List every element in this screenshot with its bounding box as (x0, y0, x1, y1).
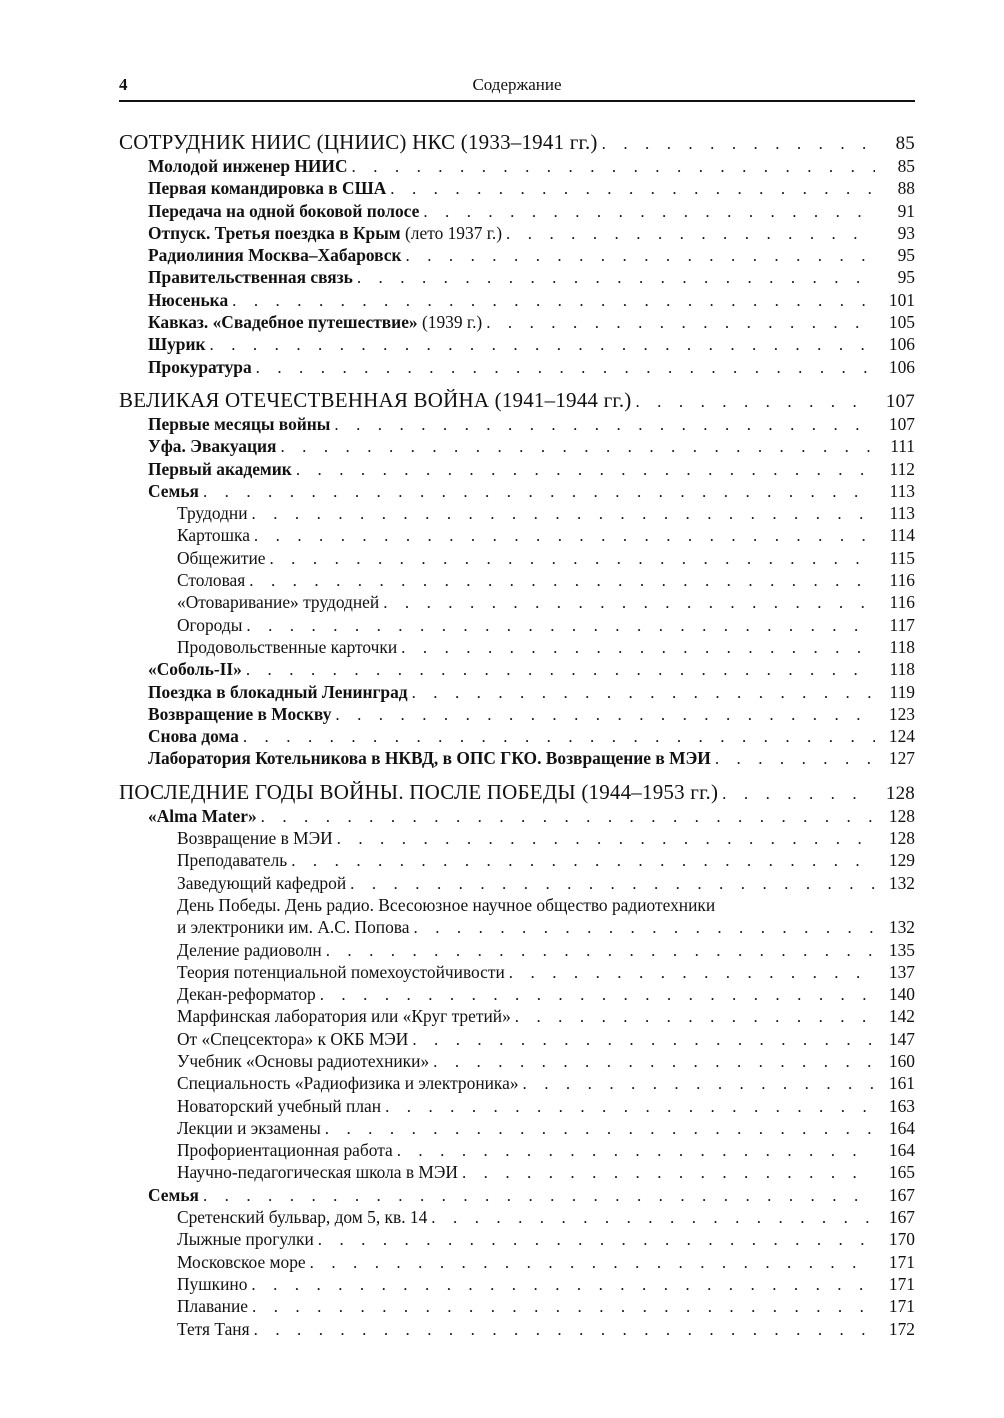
entry-title (148, 747, 711, 769)
toc-entry (119, 747, 915, 769)
toc-subentry (119, 524, 915, 546)
subentry-title: «Отоваривание» трудодней (177, 592, 380, 613)
dot-leader (269, 548, 875, 570)
entry-title-bold: Возвращение в Москву (148, 703, 332, 724)
entry-page-number: 111 (890, 436, 915, 457)
toc-entry (119, 222, 915, 244)
entry-title-bold: Шурик (148, 334, 206, 355)
dot-leader (256, 357, 875, 379)
section-page-number: 107 (885, 390, 915, 412)
entry-page-number: 128 (888, 805, 915, 826)
dot-leader (246, 615, 875, 637)
entry-title-note: (лето 1937 г.) (400, 222, 503, 243)
dot-leader (523, 1073, 875, 1095)
subentry-title: Трудодни (177, 503, 248, 524)
entry-page-number: 85 (897, 156, 915, 176)
entry-page-number: 95 (897, 245, 915, 266)
toc-entry (119, 289, 915, 311)
toc-subentry (119, 1206, 915, 1228)
dot-leader (515, 1006, 875, 1028)
subentry-title: Столовая (177, 570, 246, 591)
dot-leader (352, 156, 876, 178)
toc-subentry (119, 983, 915, 1005)
subentry-page-number: 129 (888, 850, 915, 871)
dot-leader (203, 1185, 875, 1207)
dot-leader (254, 1319, 875, 1341)
entry-page-number: 105 (888, 312, 915, 333)
dot-leader (249, 570, 875, 592)
subentry-title: Картошка (177, 525, 250, 546)
entry-title-bold: Нюсенька (148, 289, 229, 310)
subentry-page-number: 114 (889, 525, 915, 546)
dot-leader (433, 1051, 875, 1073)
subentry-page-number: 116 (889, 570, 915, 591)
entry-title (148, 155, 348, 177)
entry-title (148, 333, 206, 355)
dot-leader (390, 178, 875, 200)
subentry-page-number: 147 (888, 1028, 915, 1049)
dot-leader (722, 781, 875, 806)
entry-title (148, 480, 199, 502)
toc-subentry (119, 569, 915, 591)
toc-entry (119, 703, 915, 725)
entry-title-bold: Снова дома (148, 726, 239, 747)
entry-page-number: 88 (897, 178, 915, 199)
entry-page-number: 107 (888, 413, 915, 434)
entry-title (148, 244, 402, 266)
entry-title-bold: Уфа. Эвакуация (148, 436, 277, 457)
subentry-page-number: 135 (888, 939, 915, 960)
subentry-page-number: 170 (888, 1229, 915, 1250)
subentry-page-number: 113 (889, 503, 915, 524)
toc-entry (119, 356, 915, 378)
toc-subentry (119, 1095, 915, 1117)
toc-subentry (119, 1139, 915, 1161)
subentry-page-number: 161 (888, 1073, 915, 1094)
toc-subentry (119, 1228, 915, 1250)
dot-leader (252, 1296, 875, 1318)
subentry-title: Декан-реформатор (177, 984, 316, 1005)
dot-leader (251, 1274, 875, 1296)
dot-leader (243, 726, 875, 748)
entry-title (148, 356, 252, 378)
toc-subentry (119, 1050, 915, 1072)
subentry-title: Сретенский бульвар, дом 5, кв. 14 (177, 1207, 428, 1228)
subentry-title: От «Спецсектора» к ОКБ МЭИ (177, 1028, 409, 1049)
entry-title-bold: Первый академик (148, 458, 292, 479)
toc-entry (119, 177, 915, 199)
entry-title (148, 413, 330, 435)
dot-leader (203, 481, 875, 503)
toc-subentry (119, 1005, 915, 1027)
subentry-title: Новаторский учебный план (177, 1095, 382, 1116)
subentry-title: Научно-педагогическая школа в МЭИ (177, 1162, 458, 1183)
page-number: 4 (119, 75, 128, 94)
dot-leader (431, 1207, 875, 1229)
entry-title-bold: Лаборатория Котельникова в НКВД, в ОПС ГКО. Возвращение в МЭИ (148, 748, 711, 769)
dot-leader (296, 459, 875, 481)
entry-title (148, 435, 276, 457)
dot-leader (486, 312, 875, 334)
dot-leader (210, 334, 875, 356)
dot-leader (232, 290, 875, 312)
entry-page-number: 91 (897, 200, 915, 221)
dot-leader (602, 131, 875, 156)
toc-entry (119, 658, 915, 680)
dot-leader (337, 828, 875, 850)
subentry-title: Московское море (177, 1251, 306, 1272)
subentry-page-number: 140 (888, 984, 915, 1005)
toc-subentry (119, 1072, 915, 1094)
subentry-page-number: 172 (888, 1318, 915, 1339)
subentry-page-number: 164 (888, 1140, 915, 1161)
subentry-page-number: 115 (889, 547, 915, 568)
entry-page-number: 118 (889, 659, 915, 680)
toc-section-heading (119, 388, 915, 413)
dot-leader (357, 267, 875, 289)
toc-subentry (119, 1295, 915, 1317)
entry-title-bold: Молодой инженер НИИС (148, 156, 348, 176)
toc-entry (119, 311, 915, 333)
toc-entry (119, 333, 915, 355)
subentry-title: Огороды (177, 614, 243, 635)
dot-leader (310, 1252, 875, 1274)
subentry-page-number: 163 (888, 1095, 915, 1116)
section-page-number: 128 (885, 782, 915, 804)
dot-leader (326, 940, 875, 962)
entry-page-number: 101 (888, 289, 915, 310)
toc-subentry (119, 939, 915, 961)
entry-title (148, 311, 482, 333)
dot-leader (325, 1118, 875, 1140)
toc-entry (119, 155, 915, 177)
toc-entry (119, 1184, 915, 1206)
toc-subentry (119, 1117, 915, 1139)
entry-page-number: 119 (889, 681, 915, 702)
entry-page-number: 167 (888, 1184, 915, 1205)
toc-subentry (119, 1161, 915, 1183)
toc-subentry (119, 916, 915, 938)
entry-title (148, 458, 292, 480)
dot-leader (318, 1229, 875, 1251)
entry-title-note: (1939 г.) (417, 312, 483, 333)
entry-title-bold: Первая командировка в США (148, 178, 387, 199)
subentry-title: Учебник «Основы радиотехники» (177, 1050, 430, 1071)
dot-leader (506, 223, 875, 245)
toc-subentry (119, 547, 915, 569)
subentry-page-number: 116 (889, 592, 915, 613)
header-rule (119, 100, 915, 102)
dot-leader (291, 850, 875, 872)
subentry-title: Плавание (177, 1296, 248, 1317)
toc-entry (119, 266, 915, 288)
dot-leader (509, 962, 875, 984)
table-of-contents (119, 130, 915, 1340)
entry-title (148, 681, 408, 703)
dot-leader (350, 873, 875, 895)
entry-title-bold: Радиолиния Москва–Хабаровск (148, 245, 402, 266)
subentry-title: Заведующий кафедрой (177, 872, 347, 893)
dot-leader (423, 201, 875, 223)
subentry-page-number: 142 (888, 1006, 915, 1027)
subentry-title: Лыжные прогулки (177, 1229, 314, 1250)
subentry-title: Возвращение в МЭИ (177, 828, 333, 849)
dot-leader (280, 436, 875, 458)
dot-leader (385, 1096, 875, 1118)
entry-title (148, 177, 386, 199)
subentry-page-number: 117 (889, 614, 915, 635)
section-page-number: 85 (895, 133, 915, 154)
subentry-title: и электроники им. А.С. Попова (177, 917, 410, 938)
entry-title-bold: Кавказ. «Свадебное путешествие» (148, 312, 418, 333)
subentry-page-number: 137 (888, 961, 915, 982)
dot-leader (715, 748, 875, 770)
section-title: ВЕЛИКАЯ ОТЕЧЕСТВЕННАЯ ВОЙНА (1941–1944 гг.) (119, 387, 632, 412)
subentry-page-number: 128 (888, 828, 915, 849)
toc-entry (119, 681, 915, 703)
dot-leader (383, 592, 875, 614)
section-title: СОТРУДНИК НИИС (ЦНИИС) НКС (1933–1941 гг.) (119, 130, 598, 154)
entry-title (148, 266, 353, 288)
toc-section-heading (119, 780, 915, 805)
entry-title (148, 805, 257, 827)
toc-subentry (119, 961, 915, 983)
toc-subentry (119, 827, 915, 849)
entry-page-number: 106 (888, 334, 915, 355)
entry-title-bold: Семья (148, 480, 199, 501)
subentry-title: Теория потенциальной помехоустойчивости (177, 961, 505, 982)
toc-entry (119, 458, 915, 480)
toc-subentry-line (119, 894, 915, 916)
toc-subentry (119, 591, 915, 613)
entry-title-bold: Поездка в блокадный Ленинград (148, 681, 408, 702)
entry-title (148, 200, 419, 222)
toc-subentry (119, 872, 915, 894)
entry-title-bold: Передача на одной боковой полосе (148, 200, 420, 221)
entry-title (148, 289, 228, 311)
dot-leader (401, 637, 875, 659)
toc-subentry (119, 1251, 915, 1273)
dot-leader (462, 1162, 875, 1184)
toc-entry (119, 805, 915, 827)
entry-title-bold: «Alma Mater» (148, 805, 257, 826)
subentry-title: Профориентационная работа (177, 1140, 393, 1161)
subentry-page-number: 132 (888, 872, 915, 893)
dot-leader (414, 917, 875, 939)
entry-page-number: 112 (889, 458, 915, 479)
toc-subentry (119, 1028, 915, 1050)
entry-title (148, 1184, 199, 1206)
toc-entry (119, 725, 915, 747)
toc-subentry (119, 849, 915, 871)
entry-title-bold: Правительственная связь (148, 267, 353, 288)
subentry-page-number: 167 (888, 1207, 915, 1228)
entry-title-bold: Прокуратура (148, 356, 252, 377)
entry-title (148, 222, 502, 244)
toc-subentry (119, 502, 915, 524)
subentry-title: Лекции и экзамены (177, 1117, 321, 1138)
toc-subentry (119, 636, 915, 658)
subentry-title: Общежитие (177, 547, 266, 568)
toc-entry (119, 244, 915, 266)
toc-subentry (119, 1273, 915, 1295)
entry-title (148, 658, 242, 680)
entry-title-bold: Отпуск. Третья поездка в Крым (148, 222, 401, 243)
dot-leader (335, 704, 875, 726)
dot-leader (252, 503, 875, 525)
subentry-page-number: 118 (889, 636, 915, 657)
entry-page-number: 123 (888, 703, 915, 724)
entry-page-number: 113 (889, 480, 915, 501)
toc-section-heading (119, 130, 915, 155)
toc-subentry (119, 614, 915, 636)
entry-title-bold: «Соболь-II» (148, 659, 242, 680)
subentry-page-number: 132 (888, 917, 915, 938)
subentry-title: Деление радиоволн (177, 939, 322, 960)
entry-page-number: 106 (888, 356, 915, 377)
subentry-page-number: 171 (888, 1296, 915, 1317)
subentry-page-number: 171 (888, 1251, 915, 1272)
entry-page-number: 124 (888, 726, 915, 747)
subentry-page-number: 171 (888, 1273, 915, 1294)
toc-entry (119, 435, 915, 457)
dot-leader (635, 389, 875, 414)
page-header (119, 73, 915, 101)
dot-leader (246, 659, 875, 681)
subentry-title: Пушкино (177, 1273, 248, 1294)
toc-entry (119, 200, 915, 222)
entry-page-number: 93 (897, 222, 915, 243)
dot-leader (406, 245, 876, 267)
subentry-page-number: 165 (888, 1162, 915, 1183)
toc-subentry (119, 1318, 915, 1340)
subentry-title: День Победы. День радио. Всесоюзное научное общество радиотехники (177, 894, 716, 915)
subentry-title: Преподаватель (177, 850, 288, 871)
entry-title-bold: Первые месяцы войны (148, 413, 331, 434)
entry-page-number: 95 (897, 267, 915, 288)
subentry-title: Марфинская лаборатория или «Круг третий» (177, 1006, 511, 1027)
subentry-title: Специальность «Радиофизика и электроника» (177, 1073, 519, 1094)
entry-title (148, 703, 331, 725)
dot-leader (334, 414, 875, 436)
subentry-page-number: 164 (888, 1117, 915, 1138)
entry-title-bold: Семья (148, 1184, 199, 1205)
dot-leader (412, 1029, 875, 1051)
entry-page-number: 127 (888, 748, 915, 769)
dot-leader (320, 984, 875, 1006)
dot-leader (412, 682, 875, 704)
subentry-page-number: 160 (888, 1050, 915, 1071)
toc-entry (119, 413, 915, 435)
dot-leader (261, 806, 875, 828)
dot-leader (254, 525, 875, 547)
section-title: ПОСЛЕДНИЕ ГОДЫ ВОЙНЫ. ПОСЛЕ ПОБЕДЫ (1944–1953 гг.) (119, 779, 719, 804)
subentry-title: Продовольственные карточки (177, 636, 398, 657)
entry-title (148, 725, 239, 747)
subentry-title: Тетя Таня (177, 1318, 250, 1339)
toc-entry (119, 480, 915, 502)
running-title: Содержание (472, 75, 562, 94)
dot-leader (397, 1140, 875, 1162)
